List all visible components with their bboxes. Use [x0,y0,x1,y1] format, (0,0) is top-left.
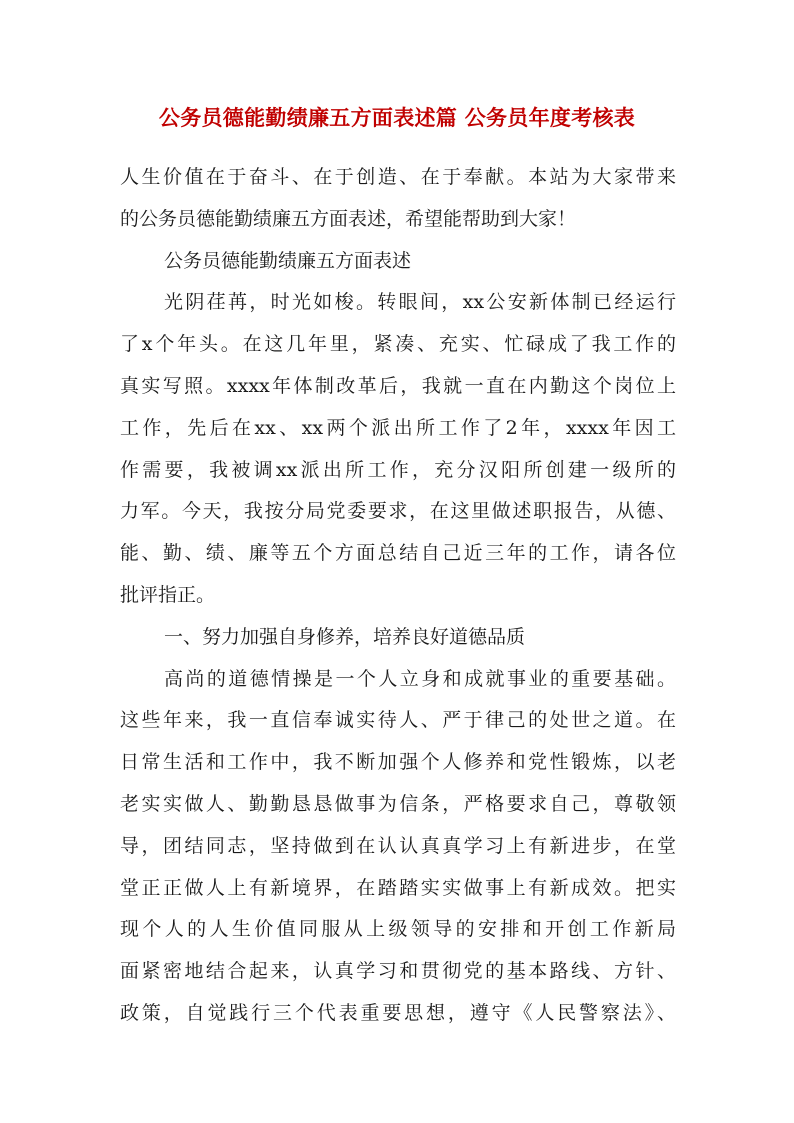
body-line-8: 作需要，我被调xx派出所工作，充分汉阳所创建一级所的 [120,458,676,481]
body-line-18: 堂正正做人上有新境界，在踏踏实实做事上有新成效。把实 [120,876,676,899]
body-line-14: 这些年来，我一直信奉诚实待人、严于律己的处世之道。在 [120,709,676,732]
body-line-4: 光阴荏苒，时光如梭。转眼间，xx公安新体制已经运行 [164,291,676,314]
body-line-5: 了x个年头。在这几年里，紧凑、充实、忙碌成了我工作的 [120,333,676,356]
document-title: 公务员德能勤绩廉五方面表述篇 公务员年度考核表 [158,105,636,130]
section-heading-1: 一、努力加强自身修养，培养良好道德品质 [164,625,526,648]
body-line-6: 真实写照。xxxx年体制改革后，我就一直在内勤这个岗位上 [120,374,676,397]
body-line-15: 日常生活和工作中，我不断加强个人修养和党性锻炼，以老 [120,751,676,774]
body-line-7: 工作，先后在xx、xx两个派出所工作了2年，xxxx年因工 [120,416,676,439]
body-line-10: 能、勤、绩、廉等五个方面总结自己近三年的工作，请各位 [120,542,676,565]
body-line-19: 现个人的人生价值同服从上级领导的安排和开创工作新局 [120,918,676,941]
body-line-9: 力军。今天，我按分局党委要求，在这里做述职报告，从德、 [120,500,676,523]
body-line-1: 人生价值在于奋斗、在于创造、在于奉献。本站为大家带来 [120,166,676,188]
body-line-20: 面紧密地结合起来，认真学习和贯彻党的基本路线、方针、 [120,960,676,983]
body-line-2: 的公务员德能勤绩廉五方面表述，希望能帮助到大家！ [120,207,577,230]
section-heading-statement: 公务员德能勤绩廉五方面表述 [164,249,412,272]
body-line-21: 政策，自觉践行三个代表重要思想，遵守《人民警察法》、 [120,1001,676,1024]
body-line-11: 批评指正。 [120,583,216,606]
body-line-13: 高尚的道德情操是一个人立身和成就事业的重要基础。 [164,667,676,690]
body-line-17: 导，团结同志，坚持做到在认认真真学习上有新进步，在堂 [120,834,676,857]
body-line-16: 老实实做人、勤勤恳恳做事为信条，严格要求自己，尊敬领 [120,792,676,815]
document-body [120,157,676,1035]
